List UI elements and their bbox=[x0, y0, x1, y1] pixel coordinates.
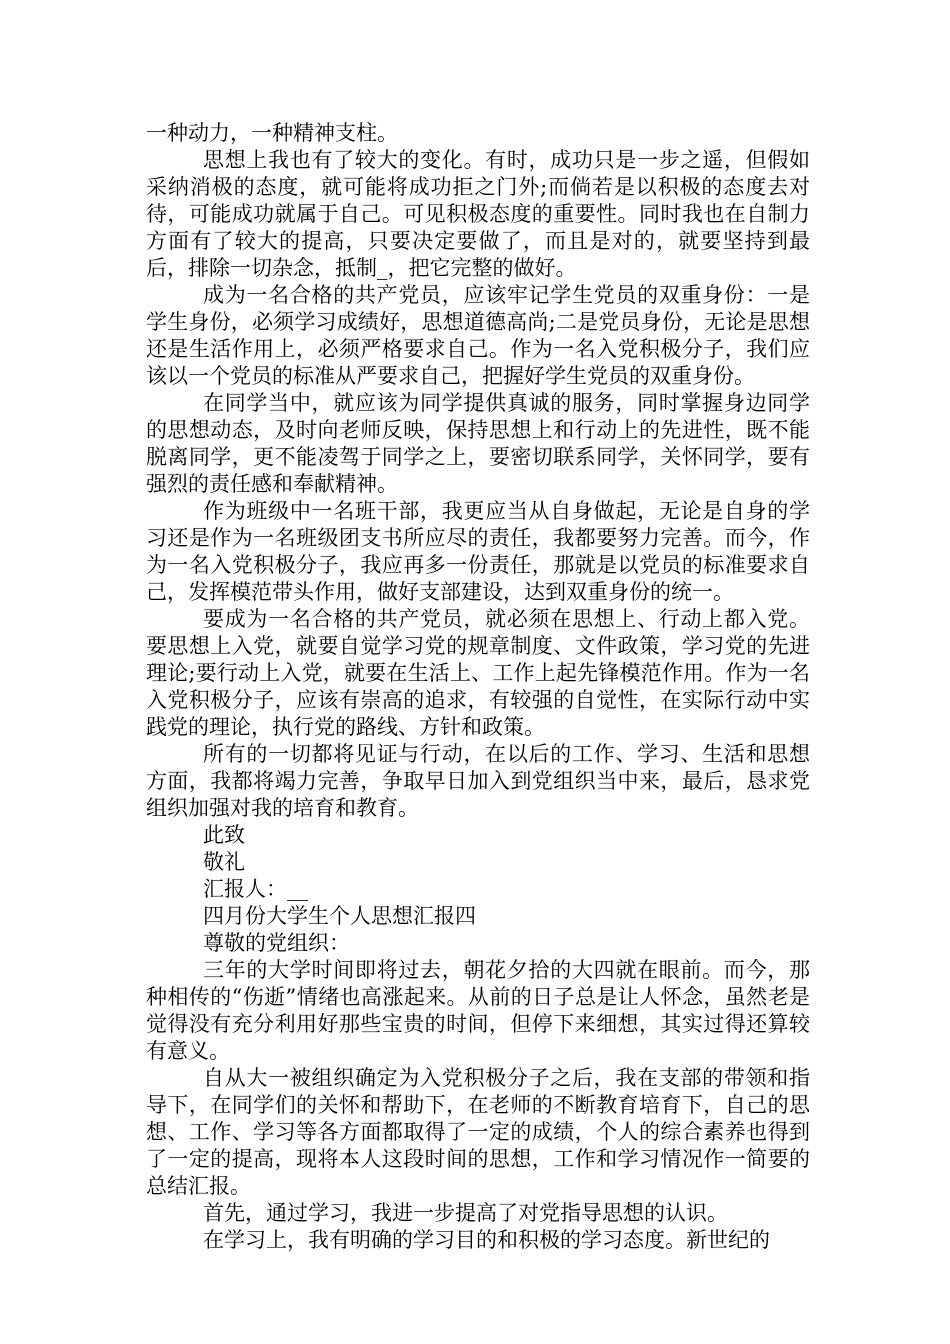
paragraph-dual-identity: 成为一名合格的共产党员，应该牢记学生党员的双重身份：一是学生身份，必须学习成绩好，思想道德高尚;二是党员身份，无论是思想还是生活作用上，必须严格要求自己。作为一名入党积极分子，我们应该以一个党员的标准从严要求自己，把握好学生党员的双重身份。 bbox=[146, 283, 810, 388]
paragraph-closing: 所有的一切都将见证与行动，在以后的工作、学习、生活和思想方面，我都将竭力完善，争取早日加入到党组织当中来，最后，恳求党组织加强对我的培育和教育。 bbox=[146, 742, 810, 820]
document-body bbox=[146, 120, 810, 1254]
paragraph-three-years: 三年的大学时间即将过去，朝花夕拾的大四就在眼前。而今，那种相传的“伤逝”情绪也高涨起来。从前的日子总是让人怀念，虽然老是觉得没有充分利用好那些宝贵的时间，但停下来细想，其实过得还算较有意义。 bbox=[146, 958, 810, 1063]
reporter-signature: 汇报人：__ bbox=[203, 877, 308, 901]
paragraph-study: 在学习上，我有明确的学习目的和积极的学习态度。新世纪的 bbox=[203, 1228, 770, 1252]
paragraph-join-party: 要成为一名合格的共产党员，就必须在思想上、行动上都入党。要思想上入党，就要自觉学习党的规章制度、文件政策，学习党的先进理论;要行动上入党，就要在生活上、工作上起先锋模范作用。作为一名入党积极分子，应该有崇高的追求，有较强的自觉性，在实际行动中实践党的理论，执行党的路线、方针和政策。 bbox=[146, 607, 810, 739]
paragraph-serve-classmates: 在同学当中，就应该为同学提供真诚的服务，同时掌握身边同学的思想动态，及时向老师反映，保持思想上和行动上的先进性，既不能脱离同学，更不能凌驾于同学之上，要密切联系同学，关怀同学，要有强烈的责任感和奉献精神。 bbox=[146, 391, 810, 496]
greeting: 尊敬的党组织： bbox=[203, 931, 350, 955]
salutation-jingli: 敬礼 bbox=[203, 850, 245, 874]
paragraph-since-freshman: 自从大一被组织确定为入党积极分子之后，我在支部的带领和指导下，在同学们的关怀和帮助下，在老师的不断教育培育下，自己的思想、工作、学习等各方面都取得了一定的成绩，个人的综合素养也得到了一定的提高，现将本人这段时间的思想，工作和学习情况作一简要的总结汇报。 bbox=[146, 1066, 810, 1198]
paragraph-firstly: 首先，通过学习，我进一步提高了对党指导思想的认识。 bbox=[203, 1201, 728, 1225]
paragraph-class-cadre: 作为班级中一名班干部，我更应当从自身做起，无论是自身的学习还是作为一名班级团支书所应尽的责任，我都要努力完善。而今，作为一名入党积极分子，我应再多一份责任，那就是以党员的标准要求自己，发挥模范带头作用，做好支部建设，达到双重身份的统一。 bbox=[146, 499, 810, 604]
section-title: 四月份大学生个人思想汇报四 bbox=[203, 904, 476, 928]
salutation-cizhi: 此致 bbox=[203, 823, 245, 847]
paragraph-thought-change: 思想上我也有了较大的变化。有时，成功只是一步之遥，但假如采纳消极的态度，就可能将成功拒之门外;而倘若是以积极的态度去对待，可能成功就属于自己。可见积极态度的重要性。同时我也在自制力方面有了较大的提高，只要决定要做了，而且是对的，就要坚持到最后，排除一切杂念，抵制_，把它完整的做好。 bbox=[146, 148, 810, 280]
paragraph-continuation: 一种动力，一种精神支柱。 bbox=[146, 121, 398, 145]
